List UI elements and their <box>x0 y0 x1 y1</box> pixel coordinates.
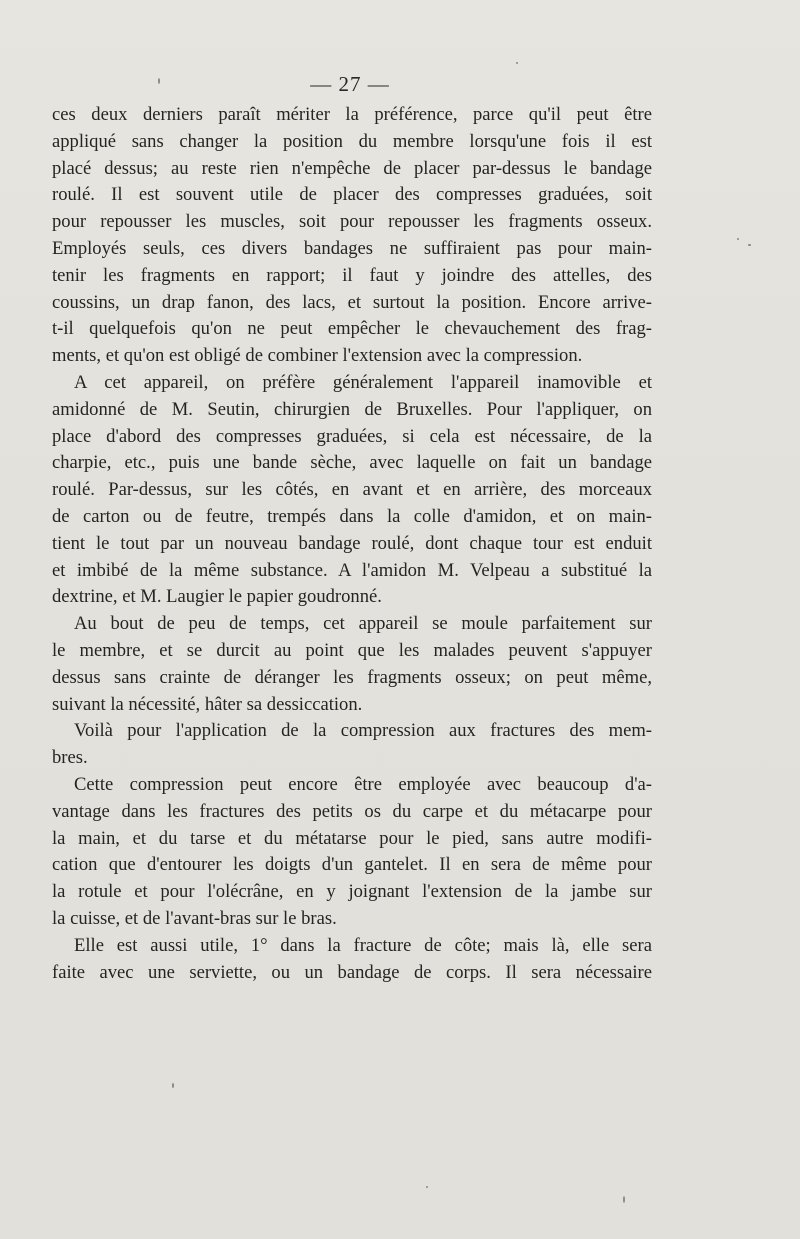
text-line: charpie, etc., puis une bande sèche, avec laquelle on fait un bandage <box>52 452 652 474</box>
text-line: A cet appareil, on préfère généralement l'appareil inamovible et <box>74 371 652 393</box>
paragraph <box>52 370 652 611</box>
paper-speck <box>426 1186 428 1188</box>
text-line: bres. <box>52 747 88 769</box>
text-line: et imbibé de la même substance. A l'amidon M. Velpeau a substitué la <box>52 559 652 581</box>
text-line: la cuisse, et de l'avant-bras sur le bras. <box>52 907 337 929</box>
text-line: ments, et qu'on est obligé de combiner l'extension avec la compression. <box>52 345 583 367</box>
text-line: tenir les fragments en rapport; il faut y joindre des attelles, des <box>52 264 652 286</box>
text-line: coussins, un drap fanon, des lacs, et surtout la position. Encore arrive- <box>52 291 652 313</box>
text-line: Employés seuls, ces divers bandages ne suffiraient pas pour main- <box>52 237 652 259</box>
text-line: amidonné de M. Seutin, chirurgien de Bruxelles. Pour l'appliquer, on <box>52 398 652 420</box>
text-line: cation que d'entourer les doigts d'un gantelet. Il en sera de même pour <box>52 854 652 876</box>
text-line: le membre, et se durcit au point que les malades peuvent s'appuyer <box>52 639 652 661</box>
text-line: roulé. Par-dessus, sur les côtés, en avant et en arrière, des morceaux <box>52 479 652 501</box>
text-line: place d'abord des compresses graduées, si cela est nécessaire, de la <box>52 425 652 447</box>
paper-speck <box>737 238 739 240</box>
paragraph <box>52 772 652 933</box>
body-text <box>52 102 652 986</box>
text-line: Au bout de peu de temps, cet appareil se moule parfaitement sur <box>74 613 652 635</box>
text-line: dextrine, et M. Laugier le papier goudronné. <box>52 586 382 608</box>
text-line: suivant la nécessité, hâter sa dessiccation. <box>52 693 363 715</box>
text-line: Voilà pour l'application de la compression aux fractures des mem- <box>74 720 652 742</box>
text-line: ces deux derniers paraît mériter la préférence, parce qu'il peut être <box>52 104 652 125</box>
paragraph <box>52 718 652 772</box>
paragraph <box>52 611 652 718</box>
paper-speck <box>623 1196 625 1203</box>
text-line: roulé. Il est souvent utile de placer des compresses graduées, soit <box>52 184 652 206</box>
text-line: Elle est aussi utile, 1° dans la fracture de côte; mais là, elle sera <box>74 934 652 956</box>
text-line: placé dessus; au reste rien n'empêche de placer par-dessus le bandage <box>52 157 652 179</box>
paper-speck <box>172 1083 174 1088</box>
text-line: la rotule et pour l'olécrâne, en y joignant l'extension de la jambe sur <box>52 881 652 903</box>
text-line: Cette compression peut encore être employée avec beaucoup d'a- <box>74 773 652 795</box>
paper-speck <box>748 244 751 246</box>
text-line: tient le tout par un nouveau bandage roulé, dont chaque tour est enduit <box>52 532 652 554</box>
page-number: — 27 — <box>310 72 390 96</box>
paragraph <box>52 933 652 987</box>
paper-speck <box>516 62 518 64</box>
text-line: dessus sans crainte de déranger les fragments osseux; on peut même, <box>52 666 652 688</box>
text-line: de carton ou de feutre, trempés dans la colle d'amidon, et on main- <box>52 505 652 527</box>
paragraph <box>52 102 652 370</box>
text-line: faite avec une serviette, ou un bandage de corps. Il sera nécessaire <box>52 961 652 983</box>
text-line: appliqué sans changer la position du membre lorsqu'une fois il est <box>52 130 652 152</box>
text-line: t-il quelquefois qu'on ne peut empêcher le chevauchement des frag- <box>52 318 652 340</box>
text-line: pour repousser les muscles, soit pour repousser les fragments osseux. <box>52 211 652 233</box>
text-line: vantage dans les fractures des petits os du carpe et du métacarpe pour <box>52 800 652 822</box>
text-line: la main, et du tarse et du métatarse pour le pied, sans autre modifi- <box>52 827 652 849</box>
